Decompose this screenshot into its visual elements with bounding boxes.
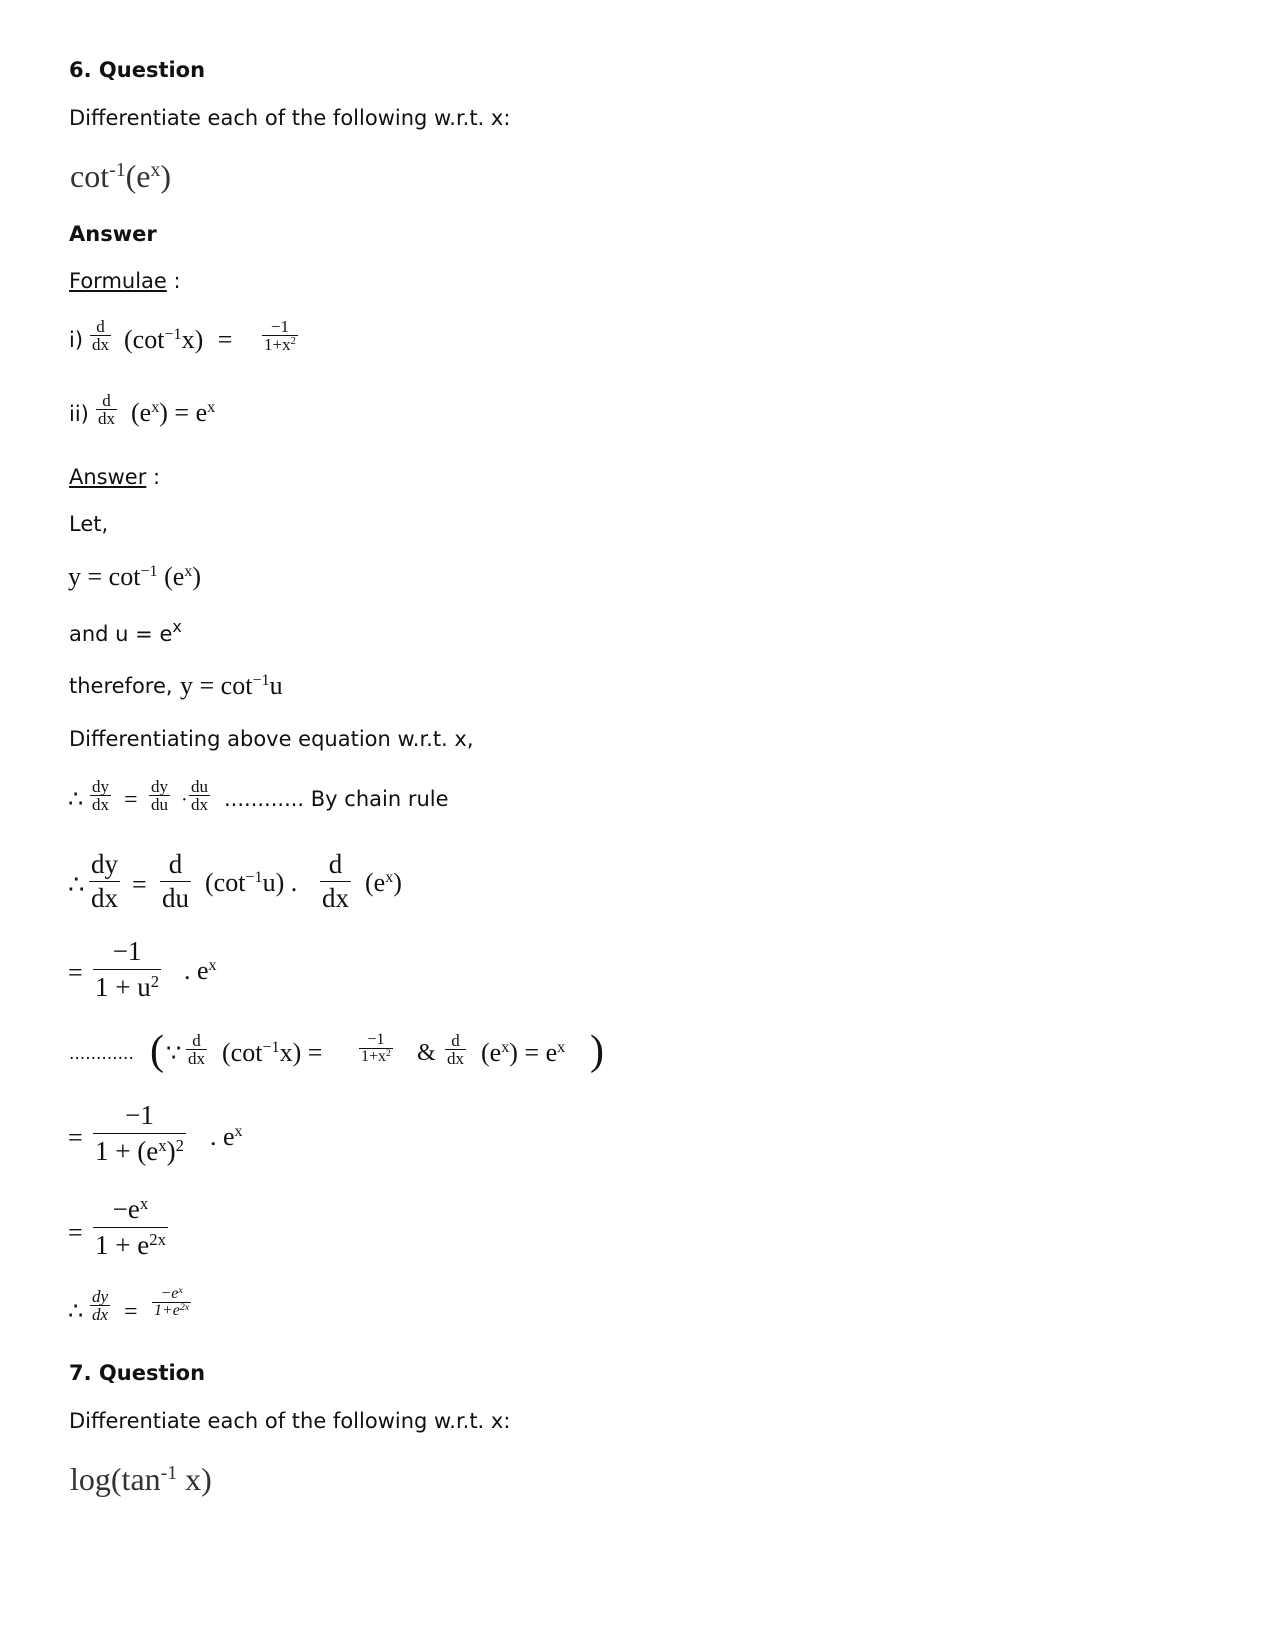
note-exp-term: $(e^x) = e^x$	[481, 1038, 566, 1067]
and-u-text: and $u = e^x$	[69, 617, 182, 646]
chain-du-dx: du dx	[191, 777, 208, 814]
formula-2-expression: $(e^x) = e^x$	[131, 398, 216, 427]
let-text: Let,	[69, 512, 109, 536]
chain-dy-du: dy du	[151, 777, 168, 814]
note-open-paren: (	[150, 1028, 164, 1074]
formula-1-label: i)	[69, 328, 84, 352]
formula-1-argument: $(\cot^{-1}x)$ =	[124, 325, 233, 354]
therefore-text: therefore,	[69, 674, 173, 698]
note-cot-term: $(\cot^{-1}x)$ =	[222, 1038, 323, 1067]
final-equals: =	[124, 1299, 138, 1325]
step2-d-du: d du	[162, 849, 189, 913]
note-fraction: −1 $1+x^2$	[361, 1031, 391, 1065]
differentiating-text: Differentiating above equation w.r.t. x,	[69, 727, 474, 751]
step2-exp-term: $(e^x)$	[365, 868, 402, 897]
answer-label: Answer :	[69, 465, 161, 489]
chain-dot: ·	[181, 789, 188, 811]
note-d-dx-1: d dx	[188, 1031, 205, 1068]
step4-fraction: −1 $1 + (e^x)^2$	[95, 1100, 184, 1166]
question-6-expression: $\cot^{-1}(e^x)$	[70, 158, 172, 194]
step2-d-dx: d dx	[322, 849, 349, 913]
step5-fraction: $-e^x$ $1 + e^{2x}$	[95, 1193, 166, 1260]
formula-2-label: ii)	[69, 402, 89, 426]
step2-cot-term: $(\cot^{-1}u)$ .	[205, 868, 298, 897]
step3-fraction: −1 $1 + u^2$	[95, 936, 160, 1002]
therefore-symbol-1: ∴	[68, 787, 84, 813]
formula-2-derivative: d dx	[98, 391, 115, 428]
chain-equals: =	[124, 787, 138, 813]
final-dy-dx: dy dx	[92, 1287, 109, 1324]
question-7-instruction: Differentiate each of the following w.r.t. x:	[69, 1409, 511, 1433]
note-d-dx-2: d dx	[447, 1031, 464, 1068]
therefore-symbol-final: ∴	[68, 1299, 84, 1325]
note-close-paren: )	[590, 1028, 604, 1074]
question-7-expression: $\log(\tan^{-1}$ x)	[70, 1461, 212, 1497]
chain-rule-note: ............ By chain rule	[224, 787, 449, 811]
question-6-instruction: Differentiate each of the following w.r.t. x:	[69, 106, 511, 130]
equation-y: $y = \cot^{-1} (e^x)$	[68, 562, 202, 591]
note-dots: ............	[69, 1044, 134, 1064]
because-symbol: ∵	[166, 1041, 182, 1067]
note-ampersand: &	[417, 1040, 436, 1066]
therefore-equation: $y = \cot^{-1}u$	[180, 671, 283, 700]
question-6-heading: 6. Question	[69, 58, 206, 82]
step2-equals: =	[132, 870, 147, 899]
chain-dy-dx: dy dx	[92, 777, 109, 814]
step5-equals: =	[68, 1218, 83, 1247]
step3-tail: . $e^x$	[184, 956, 217, 985]
step2-dy-dx: dy dx	[91, 849, 118, 913]
therefore-symbol-2: ∴	[68, 870, 85, 899]
formula-1-derivative: d dx	[92, 317, 109, 354]
answer-heading: Answer	[69, 222, 157, 246]
step4-tail: . $e^x$	[210, 1122, 243, 1151]
final-result: $-e^x$ $1+e^{2x}$	[154, 1284, 190, 1319]
question-7-heading: 7. Question	[69, 1361, 206, 1385]
formulae-label: Formulae :	[69, 269, 181, 293]
step3-equals: =	[68, 958, 83, 987]
step4-equals: =	[68, 1123, 83, 1152]
formula-1-result: −1 $1+x^2$	[264, 317, 296, 354]
